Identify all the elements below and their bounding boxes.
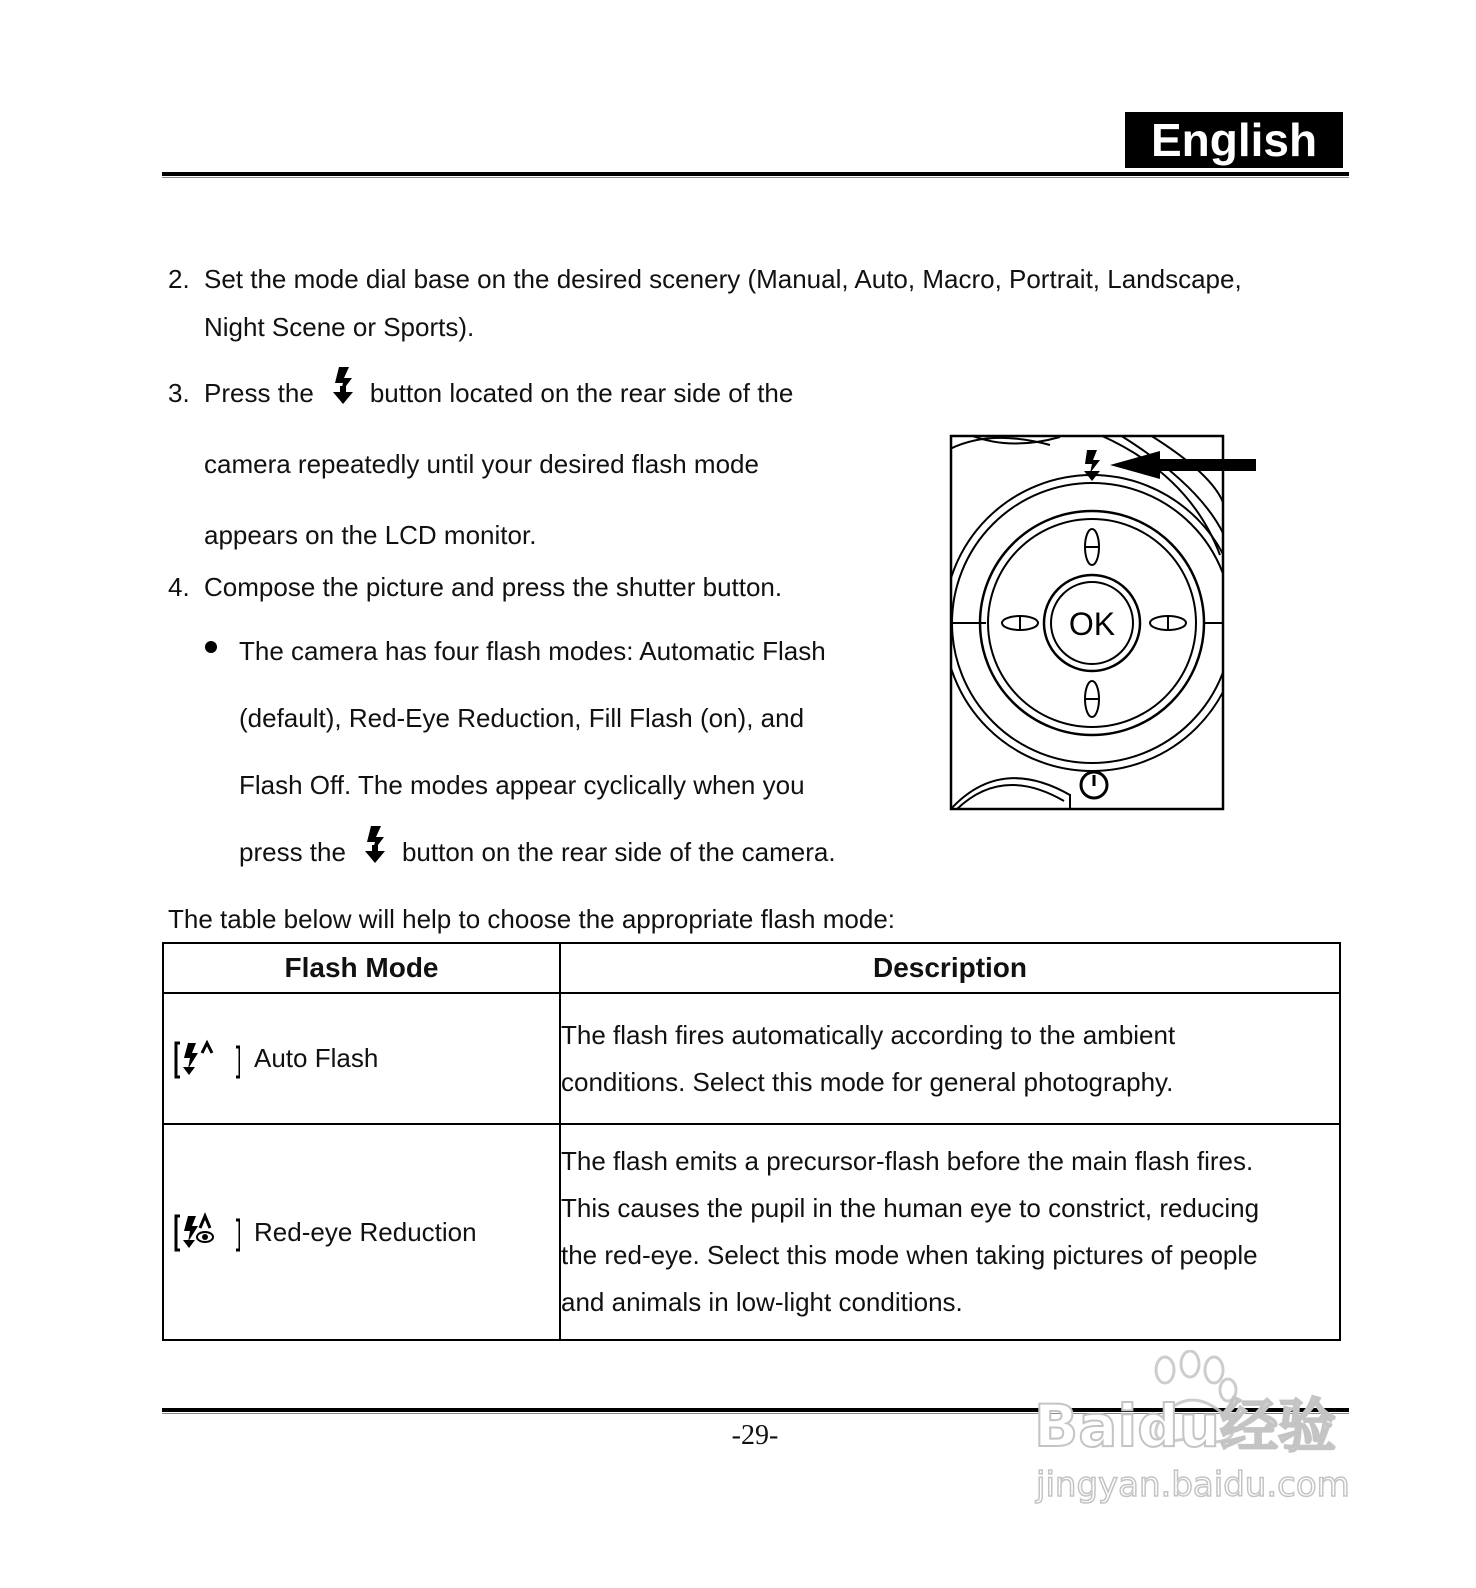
step-text: Press the	[204, 378, 314, 408]
red-eye-flash-icon	[174, 1212, 240, 1252]
bullet-dot	[205, 641, 217, 653]
arrow-pointer	[1110, 451, 1256, 479]
flash-mode-wrap	[164, 1039, 559, 1079]
table-intro: The table below will help to choose the appropriate flash mode:	[168, 904, 895, 934]
step-2	[168, 264, 1242, 294]
watermark-brand: Baidu经验	[1034, 1392, 1337, 1460]
step-number: 4.	[168, 572, 190, 602]
bullet-text	[239, 837, 836, 867]
description-line: The flash emits a precursor-flash before the main flash fires.	[561, 1146, 1254, 1176]
flash-mode-cell	[163, 993, 560, 1124]
bullet-text-part: button on the rear side of the camera.	[401, 837, 836, 867]
description-line: This causes the pupil in the human eye to constrict, reducing	[561, 1193, 1260, 1223]
table-header-row	[163, 943, 1340, 993]
flash-mode-label: Red-eye Reduction	[254, 1216, 477, 1247]
ok-label: OK	[1068, 606, 1116, 642]
auto-flash-icon	[174, 1039, 240, 1079]
flash-mode-description	[560, 1124, 1340, 1340]
step-4	[168, 572, 782, 602]
bullet-text: (default), Red-Eye Reduction, Fill Flash (on), and	[239, 703, 805, 733]
step-3	[168, 378, 793, 408]
step-text: Set the mode dial base on the desired scenery (Manual, Auto, Macro, Portrait, Landscape,	[204, 264, 1242, 294]
flash-mode-label: Auto Flash	[254, 1043, 379, 1073]
table-row	[163, 993, 1340, 1124]
step-2-continued: Night Scene or Sports).	[204, 312, 475, 342]
description-line: and animals in low-light conditions.	[561, 1287, 963, 1317]
table-row	[163, 1124, 1340, 1340]
step-number: 3.	[168, 378, 190, 408]
flash-mode-table	[162, 942, 1341, 1341]
description-line: The flash fires automatically according to the ambient	[561, 1019, 1176, 1050]
description-line: the red-eye. Select this mode when taking pictures of people	[561, 1240, 1258, 1270]
bullet-text: Flash Off. The modes appear cyclically when you	[239, 770, 805, 800]
flash-icon	[358, 825, 392, 865]
step-3-continued: camera repeatedly until your desired flash mode	[204, 449, 759, 479]
baidu-jingyan-watermark	[1030, 1350, 1370, 1510]
step-text: button located on the rear side of the	[369, 378, 794, 408]
step-3-continued: appears on the LCD monitor.	[204, 520, 537, 550]
header-rule	[162, 172, 1349, 176]
language-tab: English	[1125, 112, 1343, 168]
flash-icon	[326, 366, 360, 406]
step-text: Compose the picture and press the shutter button.	[204, 572, 783, 602]
flash-mode-wrap	[164, 1212, 559, 1252]
step-number: 2.	[168, 264, 190, 294]
watermark-url: jingyan.baidu.com	[1036, 1465, 1350, 1505]
column-header-flash-mode: Flash Mode	[163, 943, 560, 993]
camera-rear-buttons-figure	[950, 435, 1224, 810]
bullet-text: The camera has four flash modes: Automatic Flash	[239, 636, 826, 666]
flash-mode-cell	[163, 1124, 560, 1340]
flash-mode-description	[560, 993, 1340, 1124]
page-number: -29-	[731, 1420, 779, 1451]
flash-icon	[1085, 450, 1100, 473]
column-header-description: Description	[560, 943, 1340, 993]
header-rule-shadow	[162, 177, 1349, 178]
description-line: conditions. Select this mode for general photography.	[561, 1066, 1174, 1097]
bullet-text-part: press the	[239, 837, 346, 867]
